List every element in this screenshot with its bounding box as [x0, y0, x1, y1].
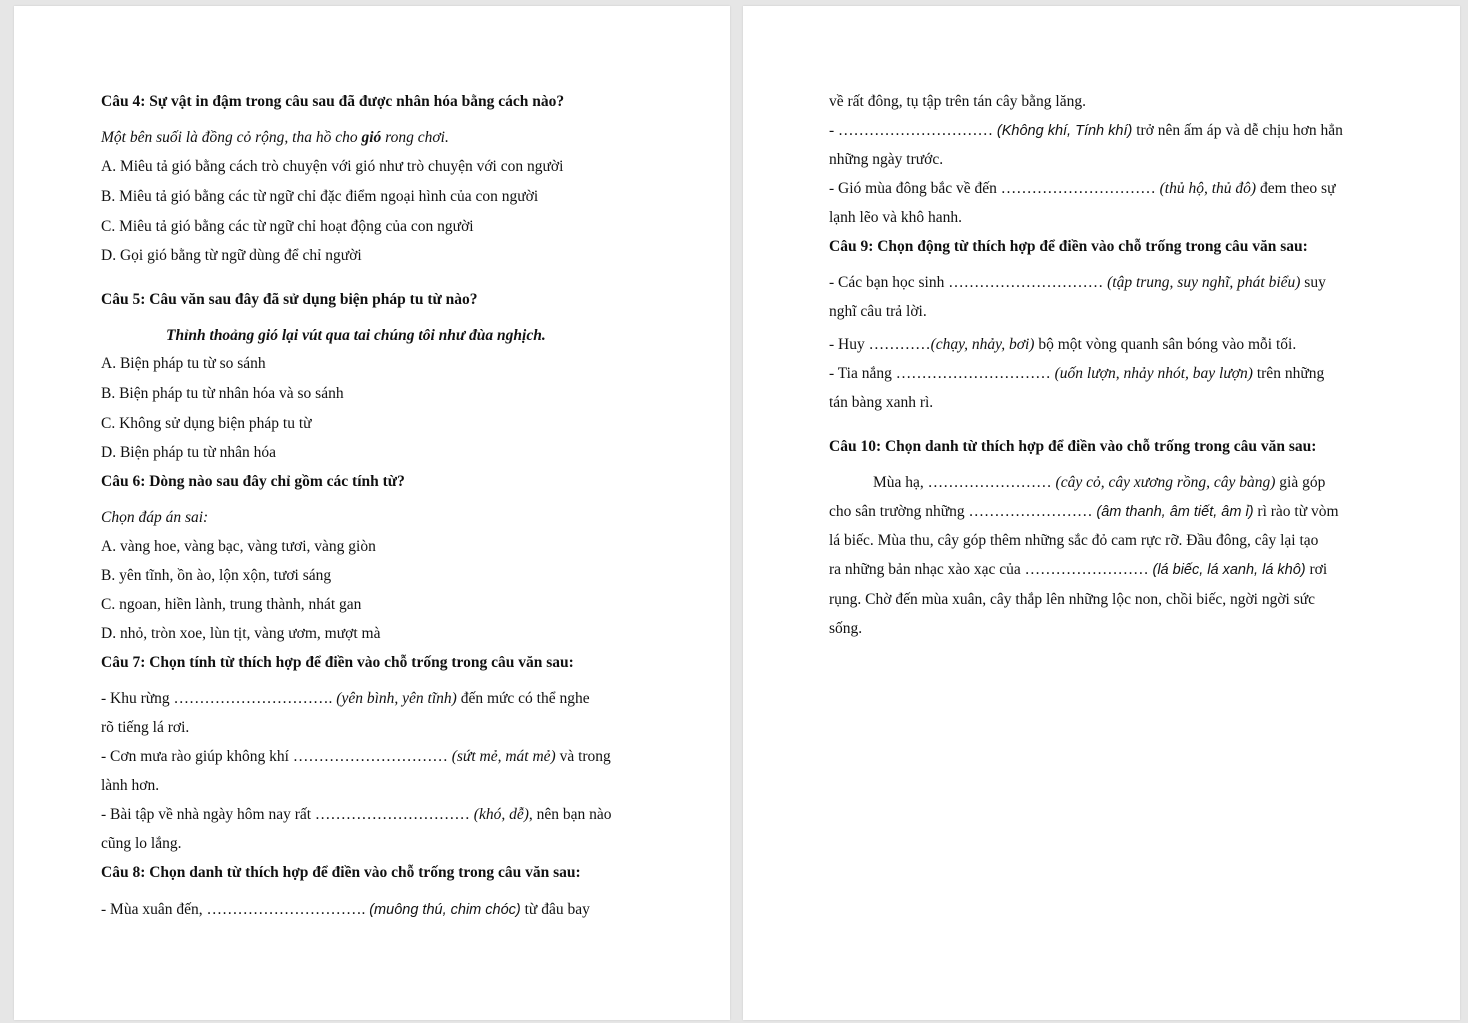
question-10-line: lá biếc. Mùa thu, cây góp thêm những sắc đỏ cam rực rỡ. Đầu đông, cây lại tạo [829, 532, 1319, 549]
question-7-title: Câu 7: Chọn tính từ thích hợp để điền vào chỗ trống trong câu văn sau: [101, 654, 574, 671]
question-4-option-d: D. Gọi gió bằng từ ngữ dùng để chỉ người [101, 247, 362, 264]
question-7-line: cũng lo lắng. [101, 835, 182, 852]
question-8-line: - Gió mùa đông bắc về đến ………………………… (thủ hộ, thủ đô) đem theo sự [829, 180, 1336, 197]
question-9-line: - Các bạn học sinh ………………………… (tập trung, suy nghĩ, phát biểu) suy [829, 274, 1326, 291]
question-5-title: Câu 5: Câu văn sau đây đã sử dụng biện pháp tu từ nào? [101, 291, 478, 308]
question-5-option-a: A. Biện pháp tu từ so sánh [101, 355, 266, 372]
question-5-sentence: Thỉnh thoảng gió lại vút qua tai chúng tôi như đùa nghịch. [166, 327, 546, 344]
question-9-title: Câu 9: Chọn động từ thích hợp để điền vào chỗ trống trong câu văn sau: [829, 238, 1308, 255]
question-9-line: tán bàng xanh rì. [829, 394, 934, 411]
question-10-line: rụng. Chờ đến mùa xuân, cây thắp lên những lộc non, chồi biếc, ngời ngời sức [829, 591, 1316, 608]
question-6-option-b: B. yên tĩnh, ồn ào, lộn xộn, tươi sáng [101, 567, 332, 584]
question-4-sentence: Một bên suối là đồng cỏ rộng, tha hồ cho gió rong chơi. [101, 129, 449, 146]
question-7-line: rõ tiếng lá rơi. [101, 719, 190, 736]
question-4-option-c: C. Miêu tả gió bằng các từ ngữ chỉ hoạt động của con người [101, 218, 474, 235]
question-10-line: Mùa hạ, …………………… (cây cỏ, cây xương rồng, cây bàng) già góp [873, 474, 1326, 491]
question-8-line: về rất đông, tụ tập trên tán cây bằng lăng. [829, 93, 1086, 110]
question-7-line: lành hơn. [101, 777, 160, 794]
question-9-line: - Tia nắng ………………………… (uốn lượn, nhảy nhót, bay lượn) trên những [829, 365, 1325, 382]
question-8-title: Câu 8: Chọn danh từ thích hợp để điền vào chỗ trống trong câu văn sau: [101, 864, 581, 881]
question-8-line: những ngày trước. [829, 151, 944, 168]
question-8-line: lạnh lẽo và khô hanh. [829, 209, 963, 226]
document-page-left [14, 6, 730, 1020]
question-6-option-d: D. nhỏ, tròn xoe, lùn tịt, vàng ươm, mượt mà [101, 625, 381, 642]
question-6-note: Chọn đáp án sai: [101, 509, 209, 526]
question-10-line: sống. [829, 620, 863, 637]
question-5-option-d: D. Biện pháp tu từ nhân hóa [101, 444, 276, 461]
question-4-option-a: A. Miêu tả gió bằng cách trò chuyện với gió như trò chuyện với con người [101, 158, 564, 175]
question-6-title: Câu 6: Dòng nào sau đây chỉ gồm các tính từ? [101, 473, 405, 490]
question-5-option-b: B. Biện pháp tu từ nhân hóa và so sánh [101, 385, 344, 402]
question-9-line: - Huy …………(chạy, nhảy, bơi) bộ một vòng quanh sân bóng vào mỗi tối. [829, 336, 1297, 353]
bold-word: gió [361, 129, 382, 146]
question-4-title: Câu 4: Sự vật in đậm trong câu sau đã được nhân hóa bằng cách nào? [101, 93, 565, 110]
question-6-option-c: C. ngoan, hiền lành, trung thành, nhát gan [101, 596, 362, 613]
question-8-line: - Mùa xuân đến, …………………………. (muông thú, chim chóc) từ đâu bay [101, 901, 590, 918]
question-9-line: nghĩ câu trả lời. [829, 303, 927, 320]
question-5-option-c: C. Không sử dụng biện pháp tu từ [101, 415, 312, 432]
question-10-title: Câu 10: Chọn danh từ thích hợp để điền vào chỗ trống trong câu văn sau: [829, 438, 1317, 455]
question-7-line: - Cơn mưa rào giúp không khí ………………………… (sứt mẻ, mát mẻ) và trong [101, 748, 611, 765]
question-4-option-b: B. Miêu tả gió bằng các từ ngữ chỉ đặc điểm ngoại hình của con người [101, 188, 539, 205]
document-page-right [743, 6, 1460, 1020]
question-6-option-a: A. vàng hoe, vàng bạc, vàng tươi, vàng giòn [101, 538, 376, 555]
question-10-line: cho sân trường những …………………… (âm thanh, âm tiết, âm ỉ) rì rào từ vòm [829, 503, 1339, 520]
question-7-line: - Khu rừng …………………………. (yên bình, yên tĩnh) đến mức có thể nghe [101, 690, 590, 707]
question-10-line: ra những bản nhạc xào xạc của …………………… (lá biếc, lá xanh, lá khô) rơi [829, 561, 1328, 578]
question-7-line: - Bài tập về nhà ngày hôm nay rất ………………………… (khó, dễ), nên bạn nào [101, 806, 612, 823]
question-8-line: - ………………………… (Không khí, Tính khí) trở nên ấm áp và dễ chịu hơn hẳn [829, 122, 1343, 139]
